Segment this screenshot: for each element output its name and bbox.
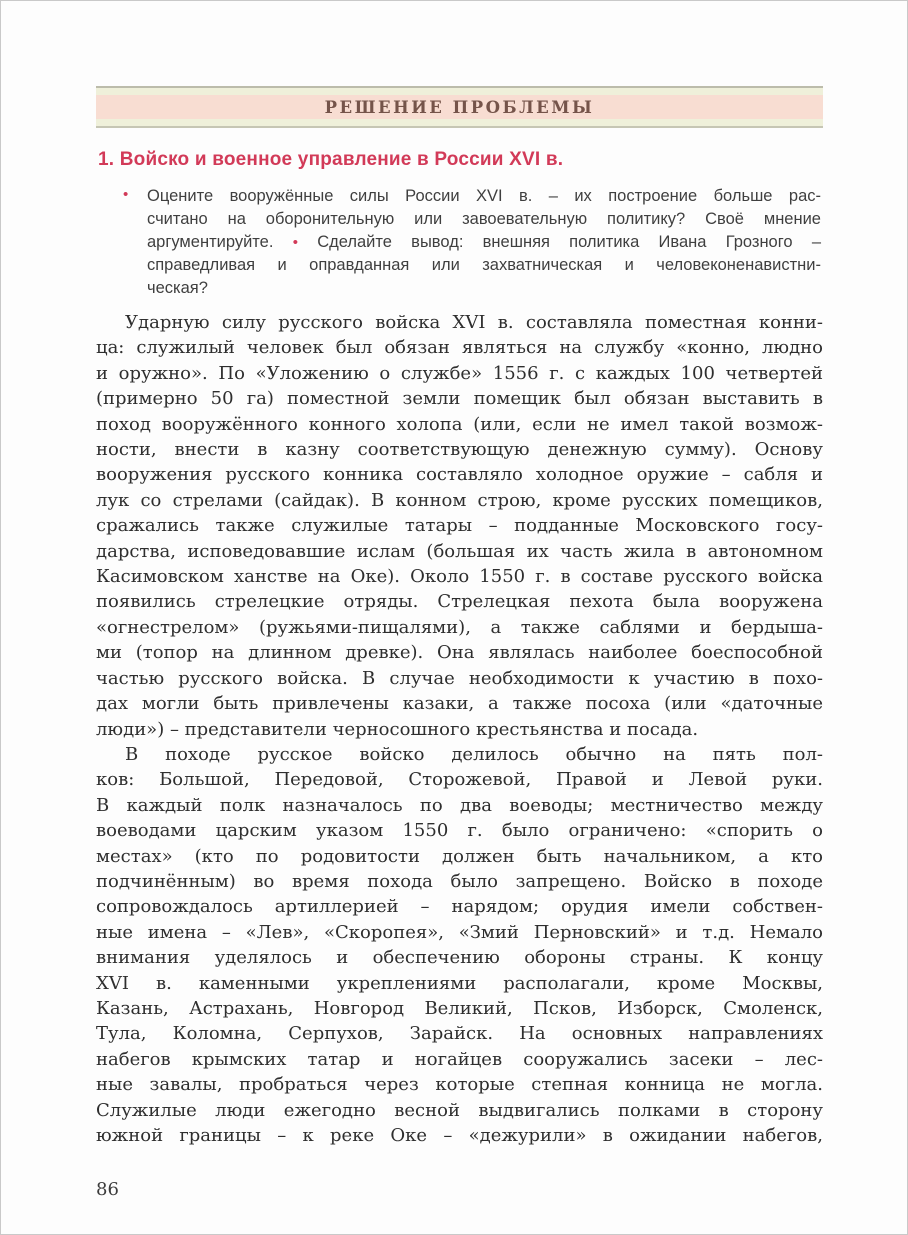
text-line: В каждый полк назначалось по два воеводы; местничество между (96, 794, 823, 816)
text-line: Тула, Коломна, Серпухов, Зарайск. На основных направлениях (96, 1023, 823, 1045)
text-line: местах» (кто по родовитости должен быть начальником, а кто (96, 845, 823, 867)
question-line: справедливая и оправданная или захватническая и человеконенавистни- (147, 256, 821, 274)
text-line: ные имена – «Лев», «Скоропея», «Змий Перновский» и т.д. Немало (96, 921, 823, 943)
text-line: Служилые люди ежегодно весной выдвигались полками в сторону (96, 1099, 823, 1121)
paragraph (96, 310, 823, 742)
text-line: ков: Большой, Передовой, Сторожевой, Правой и Левой руки. (96, 769, 823, 791)
text-line: люди») – представители черносошного крестьянства и посада. (96, 718, 699, 740)
text-line: дах могли быть привлечены казаки, а также посоха (или «даточные (96, 693, 823, 715)
text-line: Касимовском ханстве на Оке). Около 1550 г. в составе русского войска (96, 566, 823, 588)
text-line: набегов крымских татар и ногайцев сооружались засеки – лес- (96, 1048, 823, 1070)
bullet-icon: • (292, 234, 298, 251)
text-line: ми (топор на длинном древке). Она являлась наиболее боеспособной (96, 642, 823, 664)
text-line: и оружно». По «Уложению о службе» 1556 г. с каждых 100 четвертей (96, 362, 823, 384)
text-line: появились стрелецкие отряды. Стрелецкая пехота была вооружена (96, 591, 823, 613)
text-line: дарства, исповедовавшие ислам (большая их часть жила в автономном (96, 540, 823, 562)
text-line: южной границы – к реке Оке – «дежурили» в ожидании набегов, (96, 1125, 823, 1146)
bullet-icon: • (123, 186, 129, 203)
section-heading: 1. Войско и военное управление в России XVI в. (98, 149, 564, 170)
text-line: Ударную силу русского войска XVI в. составляла поместная конни- (125, 312, 823, 333)
text-line: сражались также служилые татары – подданные Московского госу- (96, 515, 823, 537)
question-line: считано на оборонительную или завоевательную политику? Своё мнение (147, 210, 821, 228)
text-line: ные завалы, пробраться через которые степная конница не могла. (96, 1074, 823, 1096)
text-line: XVI в. каменными укреплениями располагали, кроме Москвы, (96, 972, 823, 994)
text-line: «огнестрелом» (ружьями-пищалями), а также саблями и бердыша- (96, 616, 823, 638)
banner-title: РЕШЕНИЕ ПРОБЛЕМЫ (324, 97, 595, 117)
body-text (96, 310, 823, 1148)
text-line: лук со стрелами (сайдак). В конном строю, кроме русских помещиков, (96, 489, 823, 511)
text-line: Казань, Астрахань, Новгород Великий, Псков, Изборск, Смоленск, (96, 997, 823, 1019)
text-line: сопровождалось артиллерией – нарядом; орудия имели собствен- (96, 896, 823, 918)
text-line: вооружения русского конника составляло холодное оружие – сабля и (96, 464, 823, 486)
text-line: В походе русское войско делилось обычно на пять пол- (125, 743, 823, 765)
question-line: Оцените вооружённые силы России XVI в. – их построение больше рас- (147, 187, 821, 205)
text-line: ца: служилый человек был обязан являться на службу «конно, людно (96, 337, 823, 359)
questions-text (147, 185, 821, 300)
text-line: внимания уделялось и обеспечению обороны страны. К концу (96, 947, 823, 969)
question-line: ческая? (147, 279, 208, 297)
text-line: поход вооружённого конного холопа (или, если не имел такой возмож- (96, 413, 823, 435)
text-line: подчинённым) во время похода было запрещено. Войско в походе (96, 870, 823, 892)
text-line: ности, внести в казну соответствующую денежную сумму). Основу (96, 439, 823, 461)
section-banner (96, 86, 823, 128)
questions-block (123, 185, 821, 300)
text-line: (примерно 50 га) поместной земли помещик был обязан выставить в (96, 388, 823, 410)
paragraph (96, 742, 823, 1149)
page-number: 86 (96, 1179, 119, 1200)
section-banner-strip (96, 95, 823, 119)
text-line: воеводами царским указом 1550 г. было ограничено: «спорить о (96, 820, 823, 842)
text-line: частью русского войска. В случае необходимости к участию в похо- (96, 667, 823, 689)
question-line: аргументируйте. • Сделайте вывод: внешняя политика Ивана Грозного – (147, 233, 821, 251)
